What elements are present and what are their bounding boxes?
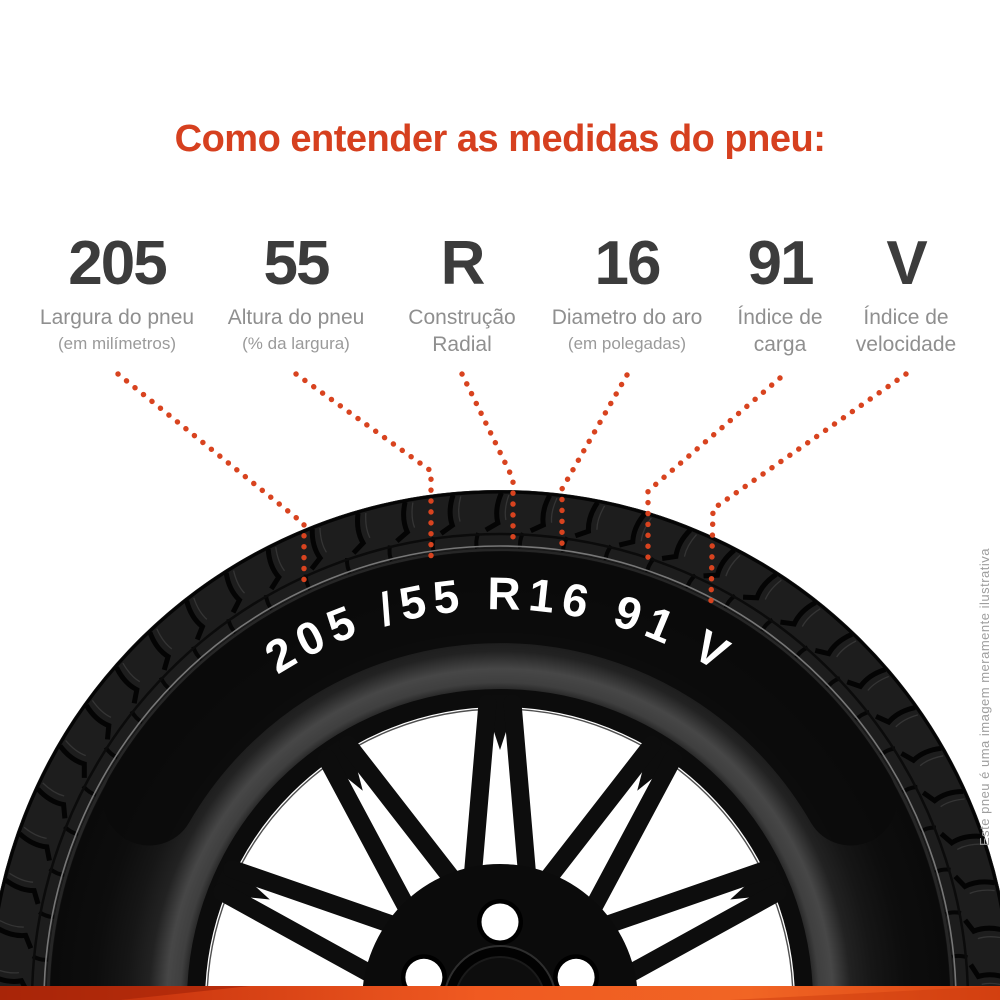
spec-sublabel: (em polegadas) [567,334,687,354]
spec-column-speed-index [855,229,957,359]
spec-sublabel: velocidade [855,333,957,357]
page-title: Como entender as medidas do pneu: [174,118,826,160]
spec-sublabel: carga [753,333,807,357]
spec-column-load-index [737,229,823,359]
spec-label: Largura do pneu [39,306,195,329]
spec-label: Construção [408,306,516,329]
bottom-banner [0,986,1000,1000]
spec-value: R [440,229,484,298]
spec-value: 91 [747,229,813,298]
spec-value: V [886,229,926,298]
spec-value: 205 [68,229,166,298]
spec-label: Diametro do aro [551,306,703,329]
spec-sublabel: (em milímetros) [57,334,177,354]
spec-value: 55 [263,229,329,298]
spec-column-height [227,229,365,355]
spec-label: Índice de [863,306,949,329]
spec-label: Índice de [737,306,823,329]
spec-column-construction [408,229,516,359]
spec-label: Altura do pneu [227,306,365,329]
wheel [0,490,1000,1000]
spec-sublabel: Radial [432,333,492,357]
disclaimer-vertical-note: Este pneu é uma imagem meramente ilustrativa [977,548,992,847]
spec-sublabel: (% da largura) [242,334,350,354]
sidewall-size-text: 205 /55 R16 91 V [256,567,744,684]
spec-column-width [39,229,195,355]
spec-column-diameter [551,229,703,355]
spec-value: 16 [594,229,660,298]
